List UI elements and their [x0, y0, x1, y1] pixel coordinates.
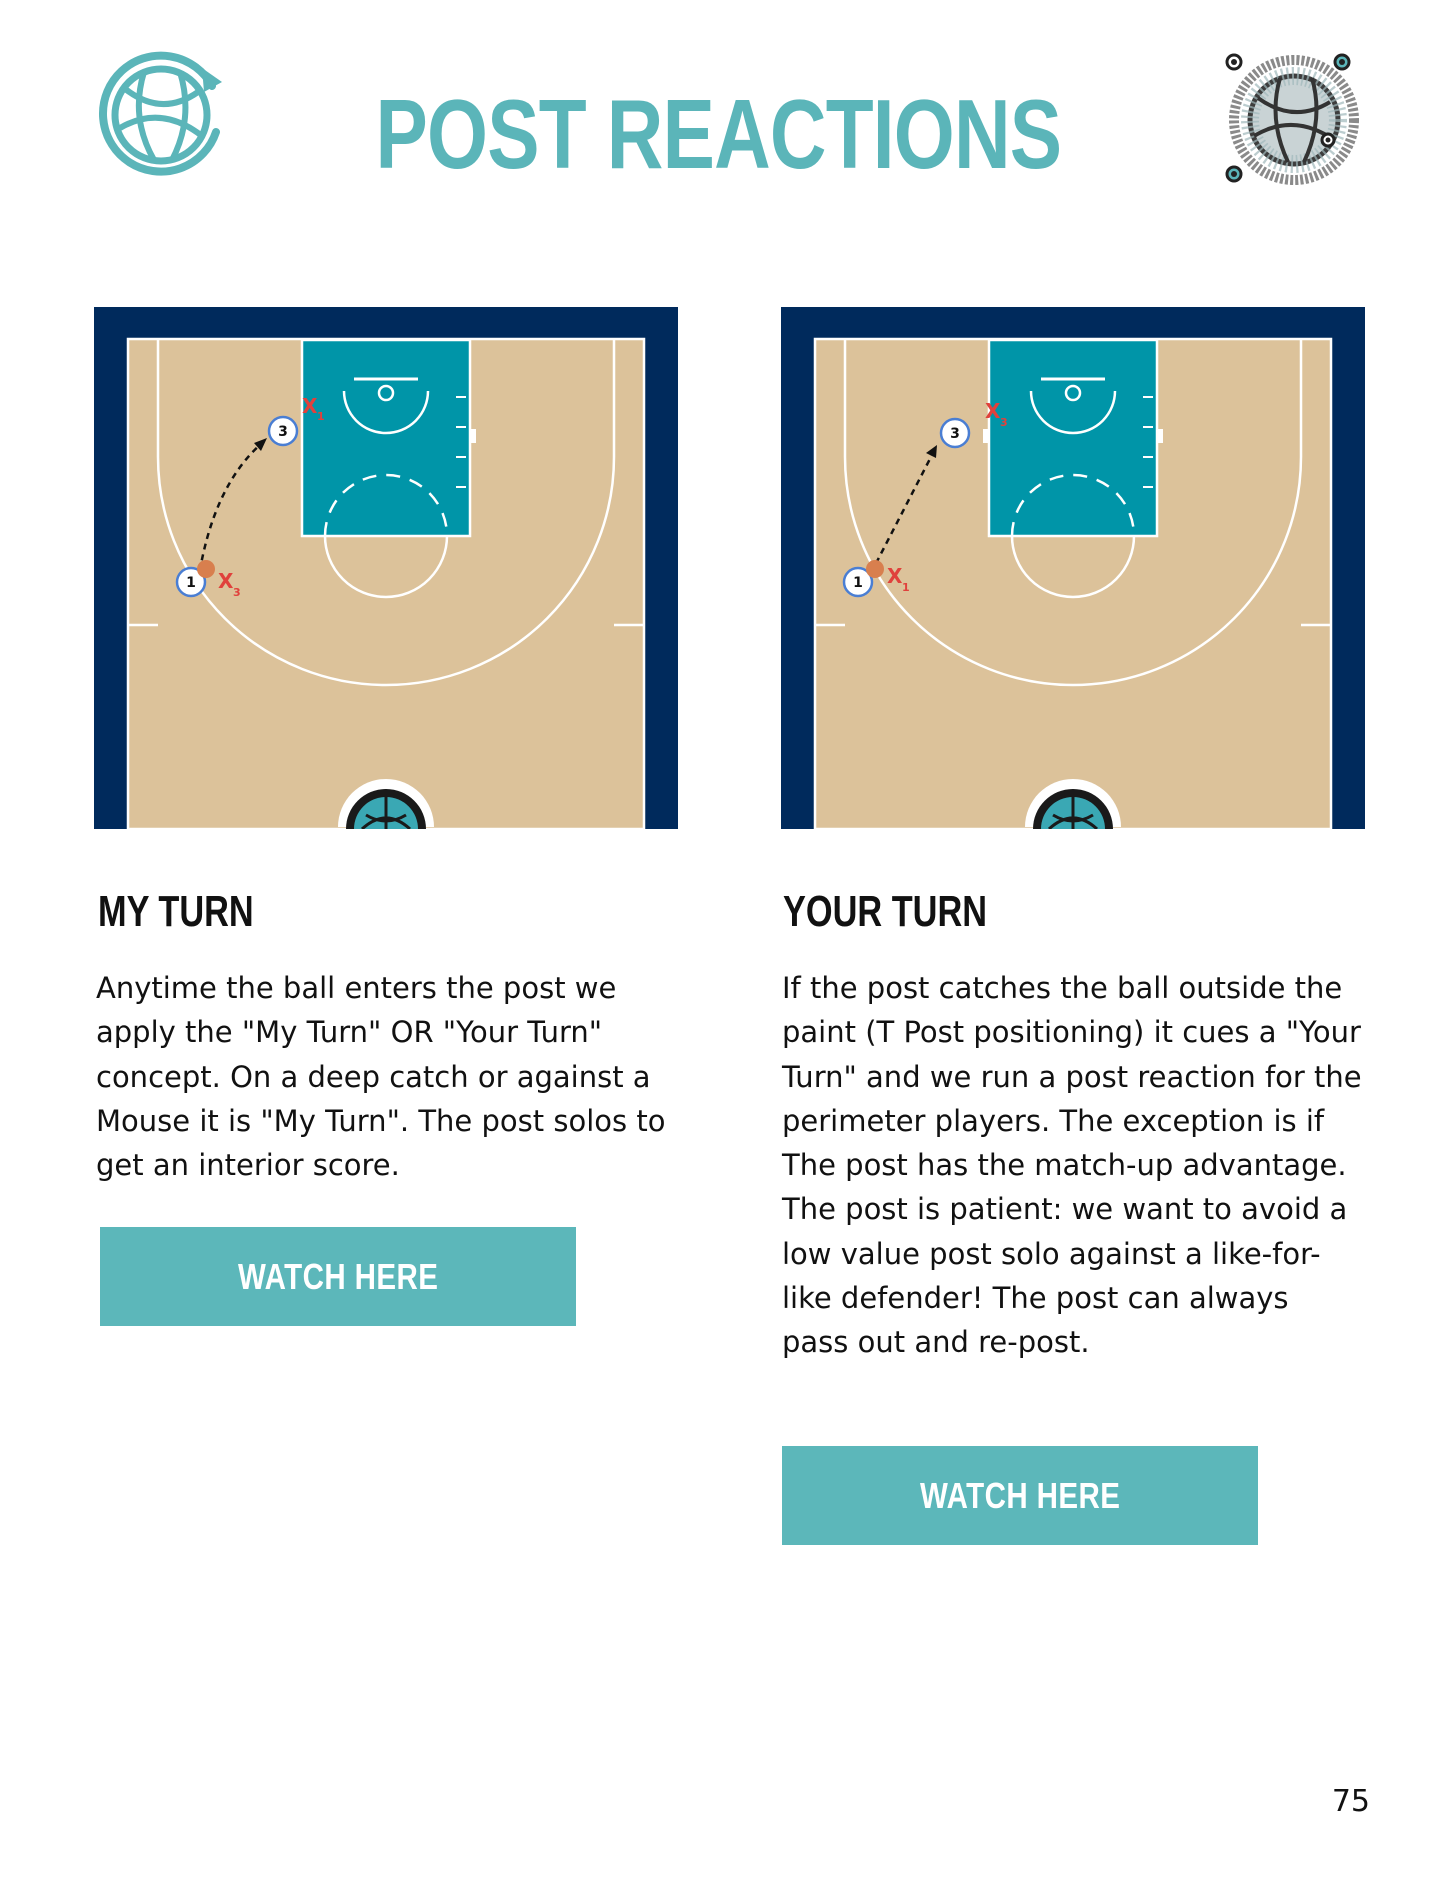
page-title: POST REACTIONS: [375, 79, 1062, 189]
defender-subscript: 3: [233, 586, 241, 599]
defender-subscript: 3: [1000, 416, 1008, 429]
player-label: 1: [186, 575, 196, 591]
sketched-basketball-logo-icon: [1224, 50, 1362, 188]
player-label: 3: [950, 426, 960, 442]
section-title-your-turn: YOUR TURN: [783, 887, 988, 936]
watch-here-button-my-turn[interactable]: [100, 1227, 576, 1326]
ball-icon: [866, 560, 884, 578]
watch-here-button-label: WATCH HERE: [237, 1255, 439, 1297]
player-label: 3: [278, 424, 288, 440]
watch-here-button-your-turn[interactable]: [782, 1446, 1258, 1545]
section-body-my-turn: Anytime the ball enters the post we apply the "My Turn" OR "Your Turn" concept. On a deep catch or against a Mouse it is "My Turn". The post solos to get an interior score.: [96, 971, 666, 1183]
defender-label: X: [887, 564, 903, 588]
court-diagram-your-turn: [781, 307, 1365, 829]
paint: [989, 340, 1157, 536]
section-title-my-turn: MY TURN: [98, 887, 254, 936]
paint: [302, 340, 470, 536]
defender-label: X: [985, 399, 1001, 423]
section-body-your-turn: If the post catches the ball outside the paint (T Post positioning) it cues a "Your Turn" and we run a post reaction for the perimeter players. The exception is if The post has the match-up advantage. The post is patient: we want to avoid a low value post solo against a like-for-like defender! The post can always pass out and re-post.: [782, 971, 1362, 1360]
defender-label: X: [218, 569, 234, 593]
page-number: 75: [1331, 1784, 1370, 1819]
player-label: 1: [853, 575, 863, 591]
ball-icon: [197, 560, 215, 578]
defender-subscript: 1: [902, 581, 910, 594]
defender-label: X: [302, 394, 318, 418]
court-diagram-my-turn: [94, 307, 678, 829]
defender-subscript: 1: [317, 410, 325, 423]
watch-here-button-label: WATCH HERE: [919, 1474, 1121, 1516]
